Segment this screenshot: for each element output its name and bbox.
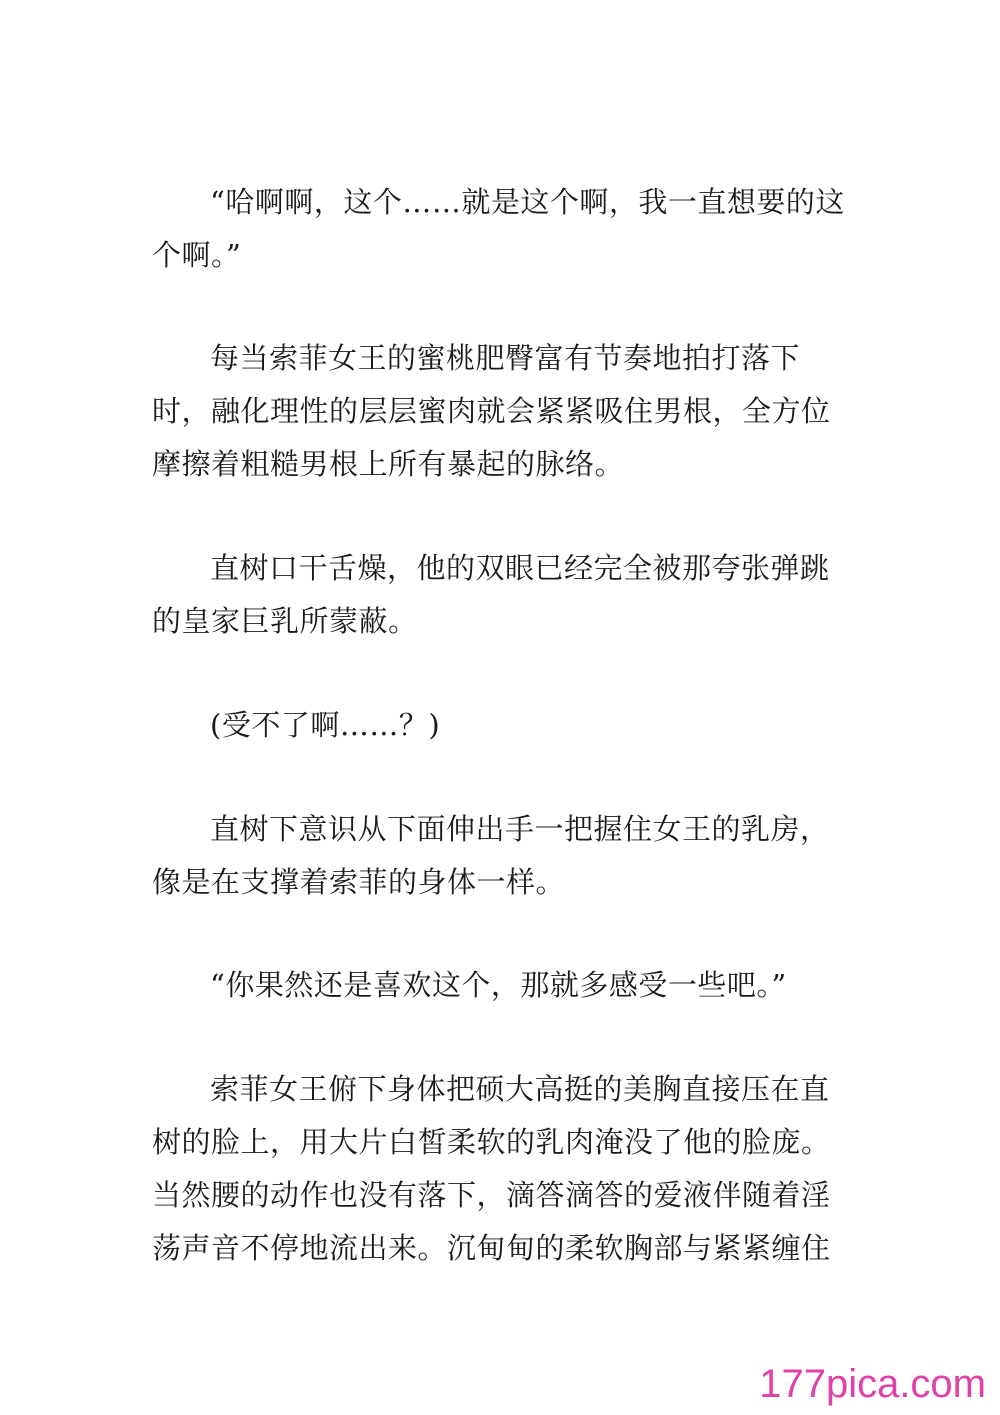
paragraph-7: 索菲女王俯下身体把硕大高挺的美胸直接压在直树的脸上，用大片白皙柔软的乳肉淹没了他的脸庞。当然腰的动作也没有落下，滴答滴答的爱液伴随着淫荡声音不停地流出来。沉甸甸的柔软胸部与紧紧缠住 [152,1072,831,1265]
paragraph-2: 每当索菲女王的蜜桃肥臀富有节奏地拍打落下时，融化理性的层层蜜肉就会紧紧吸住男根，全方位摩擦着粗糙男根上所有暴起的脉络。 [152,341,831,481]
paragraph-6: “你果然还是喜欢这个，那就多感受一些吧。” [210,968,787,1002]
paragraph-5: 直树下意识从下面伸出手一把握住女王的乳房，像是在支撑着索菲的身体一样。 [152,812,830,899]
paragraph-3: 直树口干舌燥，他的双眼已经完全被那夸张弹跳的皇家巨乳所蒙蔽。 [152,551,830,638]
paragraph-1: “哈啊啊，这个……就是这个啊，我一直想要的这个啊。” [152,185,845,272]
paragraph-4: (受不了啊……？) [210,708,441,742]
site-watermark: 177pica.com [759,1362,986,1406]
